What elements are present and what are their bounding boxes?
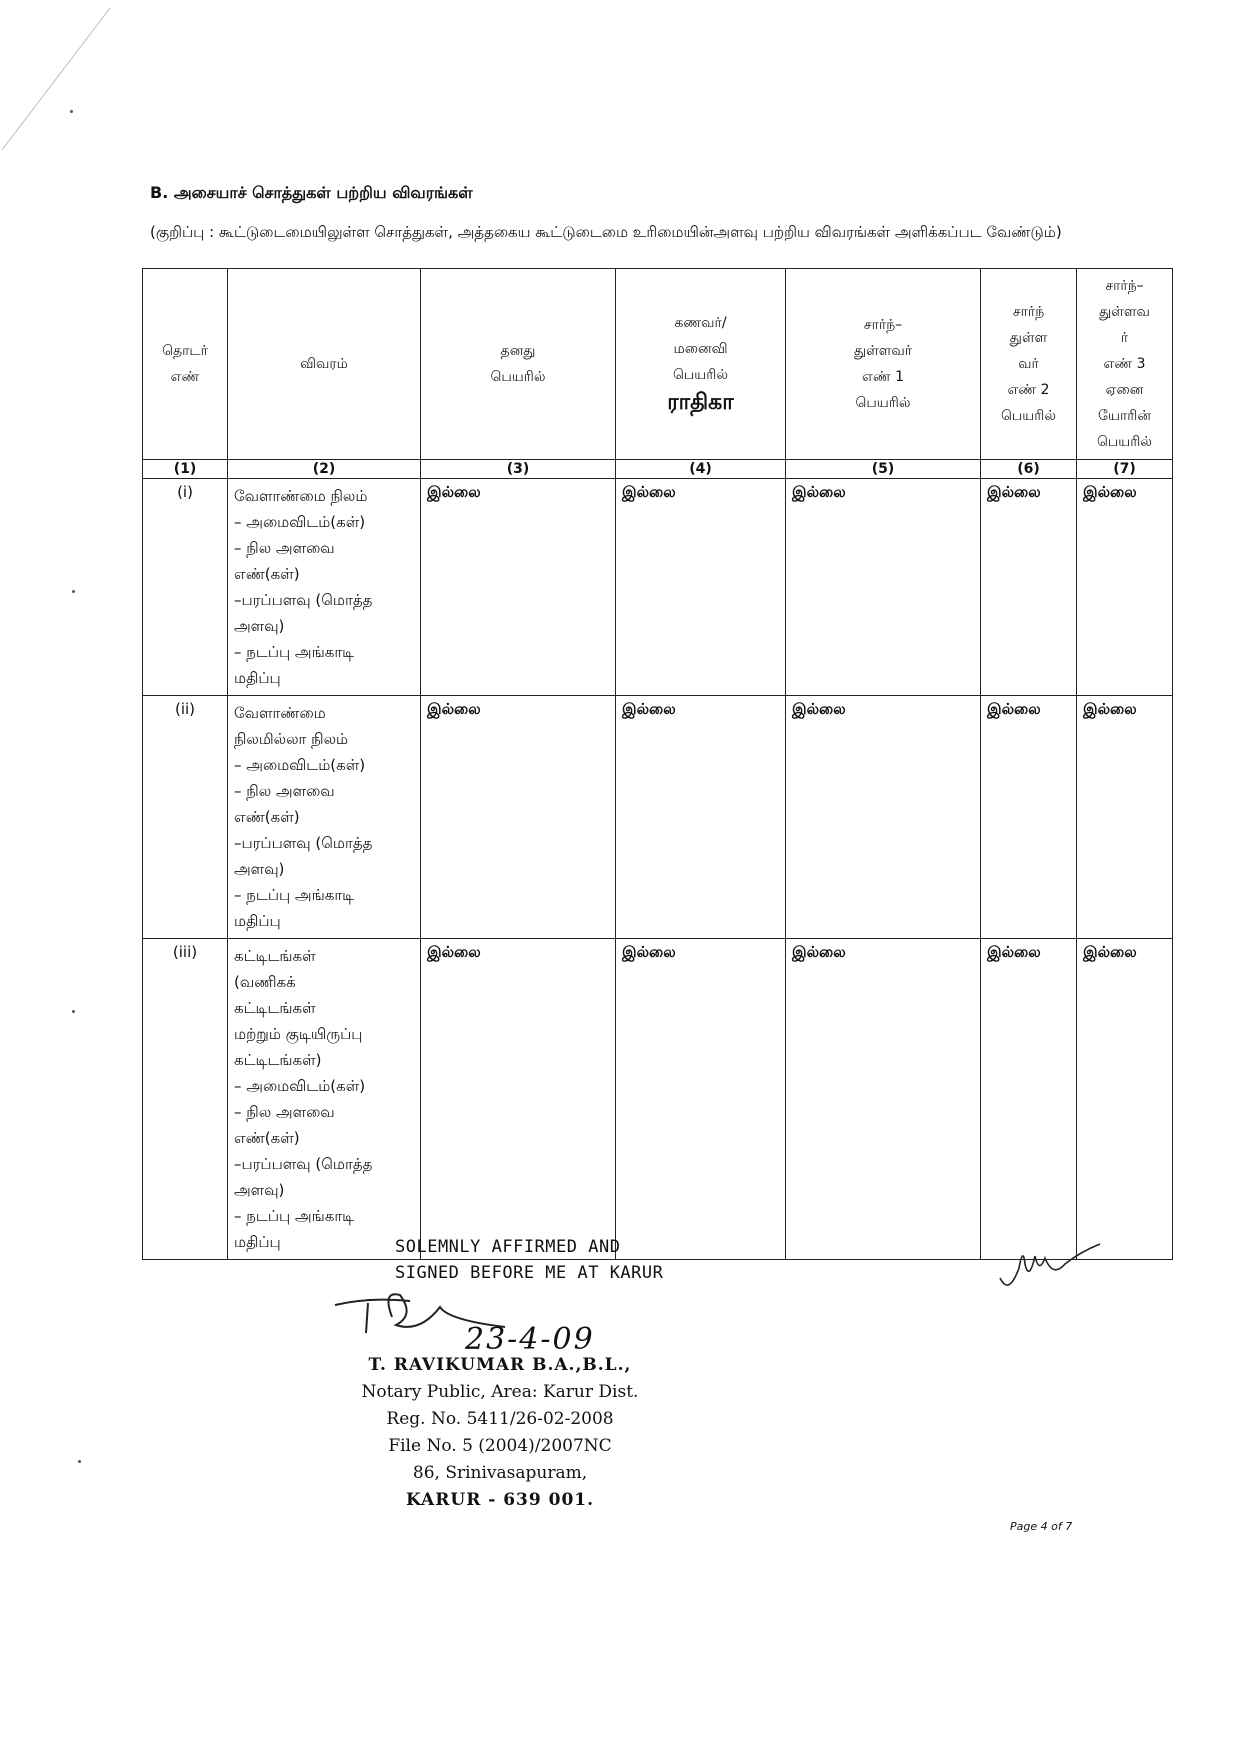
description-line: மற்றும் குடியிருப்பு [234, 1025, 363, 1043]
description-line: எண்(கள்) [234, 1129, 300, 1147]
row-value: இல்லை [421, 696, 616, 939]
description-line: – நில அளவை [234, 782, 335, 800]
row-serial: (i) [143, 479, 228, 696]
table-row [143, 479, 1173, 696]
description-line: – அமைவிடம்(கள்) [234, 1077, 366, 1095]
description-line: – அமைவிடம்(கள்) [234, 756, 366, 774]
header-line: பெயரில் [672, 367, 728, 383]
column-number: (7) [1077, 460, 1173, 479]
header-description [228, 269, 421, 460]
header-line: விவரம் [300, 356, 348, 372]
handwritten-date: 23-4-09 [465, 1322, 595, 1357]
row-value: இல்லை [1077, 696, 1173, 939]
header-line: கணவர்/ [674, 315, 727, 331]
description-line: நிலமில்லா நிலம் [234, 730, 349, 748]
header-line: தனது [500, 343, 536, 359]
row-value: இல்லை [786, 479, 981, 696]
description-line: எண்(கள்) [234, 808, 300, 826]
description-line: (வணிகக் [234, 973, 296, 991]
notary-file: File No. 5 (2004)/2007NC [388, 1436, 612, 1456]
immovable-assets-table [142, 268, 1173, 1260]
page-number: Page 4 of 7 [1010, 1520, 1073, 1533]
scan-speck [72, 1010, 75, 1013]
description-line: – அமைவிடம்(கள்) [234, 513, 366, 531]
row-value: இல்லை [616, 479, 786, 696]
notary-address: 86, Srinivasapuram, [412, 1463, 588, 1483]
deponent-signature [995, 1238, 1105, 1298]
header-line: எண் 3 [1103, 356, 1146, 372]
notary-title: Notary Public, Area: Karur Dist. [361, 1382, 639, 1402]
header-line: பெயரில் [1000, 408, 1056, 424]
description-line: – நடப்பு அங்காடி [234, 886, 355, 904]
description-line: – நில அளவை [234, 1103, 335, 1121]
header-line: பெயரில் [1096, 434, 1152, 450]
description-line: அளவு) [234, 1181, 285, 1199]
description-line: – நடப்பு அங்காடி [234, 1207, 355, 1225]
row-value: இல்லை [421, 479, 616, 696]
scan-edge-line [0, 0, 120, 160]
header-own-name [421, 269, 616, 460]
description-line: வேளாண்மை நிலம் [234, 487, 368, 505]
row-value: இல்லை [616, 696, 786, 939]
affirmation-stamp [395, 1234, 663, 1286]
notary-reg: Reg. No. 5411/26-02-2008 [386, 1409, 614, 1429]
description-line: வேளாண்மை [234, 704, 326, 722]
header-line: துள்ளவ [1099, 304, 1150, 320]
spouse-name: ராதிகா [667, 390, 734, 415]
row-serial: (ii) [143, 696, 228, 939]
header-line: எண் 2 [1007, 382, 1050, 398]
description-line: –பரப்பளவு (மொத்த [234, 1155, 373, 1173]
description-line: –பரப்பளவு (மொத்த [234, 591, 373, 609]
row-value: இல்லை [981, 479, 1077, 696]
header-line: பெயரில் [855, 395, 911, 411]
description-line: – நில அளவை [234, 539, 335, 557]
scan-speck [70, 110, 73, 113]
description-line: கட்டிடங்கள்) [234, 1051, 322, 1069]
table-row [143, 939, 1173, 1260]
header-dependent-1 [786, 269, 981, 460]
row-serial: (iii) [143, 939, 228, 1260]
description-line: மதிப்பு [234, 912, 281, 930]
row-value: இல்லை [786, 939, 981, 1260]
section-note: (குறிப்பு : கூட்டுடைமையிலுள்ள சொத்துகள், அத்தகைய கூட்டுடைமை உரிமையின்அளவு பற்றிய விவரங்கள் அளிக்கப்பட வேண்டும்) [150, 223, 1062, 241]
row-value: இல்லை [1077, 939, 1173, 1260]
header-line: மனைவி [673, 341, 728, 357]
header-line: சார்ந்– [863, 317, 903, 333]
description-line: மதிப்பு [234, 1233, 281, 1251]
header-serial-number [143, 269, 228, 460]
description-line: அளவு) [234, 617, 285, 635]
header-line: எண் 1 [861, 369, 905, 385]
header-line: யோரின் [1098, 408, 1151, 424]
table-row [143, 696, 1173, 939]
row-description [228, 939, 421, 1260]
notary-name: T. RAVIKUMAR B.A.,B.L., [368, 1355, 632, 1375]
header-line: துள்ள [1009, 330, 1048, 346]
column-number: (6) [981, 460, 1077, 479]
header-dependent-3 [1077, 269, 1173, 460]
column-number-row [143, 460, 1173, 479]
column-number: (4) [616, 460, 786, 479]
row-value: இல்லை [1077, 479, 1173, 696]
row-value: இல்லை [786, 696, 981, 939]
header-dependent-2 [981, 269, 1077, 460]
header-line: துள்ளவர் [853, 343, 913, 359]
scan-speck [78, 1460, 81, 1463]
column-number: (5) [786, 460, 981, 479]
description-line: – நடப்பு அங்காடி [234, 643, 355, 661]
row-description [228, 479, 421, 696]
section-heading: B. அசையாச் சொத்துகள் பற்றிய விவரங்கள் [150, 183, 473, 202]
description-line: அளவு) [234, 860, 285, 878]
description-line: மதிப்பு [234, 669, 281, 687]
description-line: கட்டிடங்கள் [234, 999, 316, 1017]
header-line: ர் [1120, 330, 1129, 346]
notary-city: KARUR - 639 001. [405, 1490, 595, 1510]
table-header-row [143, 269, 1173, 460]
header-line: எண் [170, 369, 200, 385]
description-line: எண்(கள்) [234, 565, 300, 583]
column-number: (1) [143, 460, 228, 479]
header-line: தொடர் [162, 343, 208, 359]
row-value: இல்லை [981, 939, 1077, 1260]
header-spouse-name [616, 269, 786, 460]
row-value: இல்லை [421, 939, 616, 1260]
column-number: (2) [228, 460, 421, 479]
header-line: பெயரில் [490, 369, 546, 385]
header-line: ஏனை [1105, 382, 1144, 398]
column-number: (3) [421, 460, 616, 479]
row-description [228, 696, 421, 939]
description-line: கட்டிடங்கள் [234, 947, 316, 965]
row-value: இல்லை [616, 939, 786, 1260]
notary-seal [300, 1352, 700, 1514]
stamp-line: SOLEMNLY AFFIRMED AND [395, 1237, 621, 1257]
header-line: சார்ந்– [1105, 278, 1144, 294]
header-line: வர் [1018, 356, 1039, 372]
header-line: சார்ந் [1012, 304, 1045, 320]
description-line: –பரப்பளவு (மொத்த [234, 834, 373, 852]
stamp-line: SIGNED BEFORE ME AT KARUR [395, 1263, 664, 1283]
row-value: இல்லை [981, 696, 1077, 939]
scan-speck [72, 590, 75, 593]
